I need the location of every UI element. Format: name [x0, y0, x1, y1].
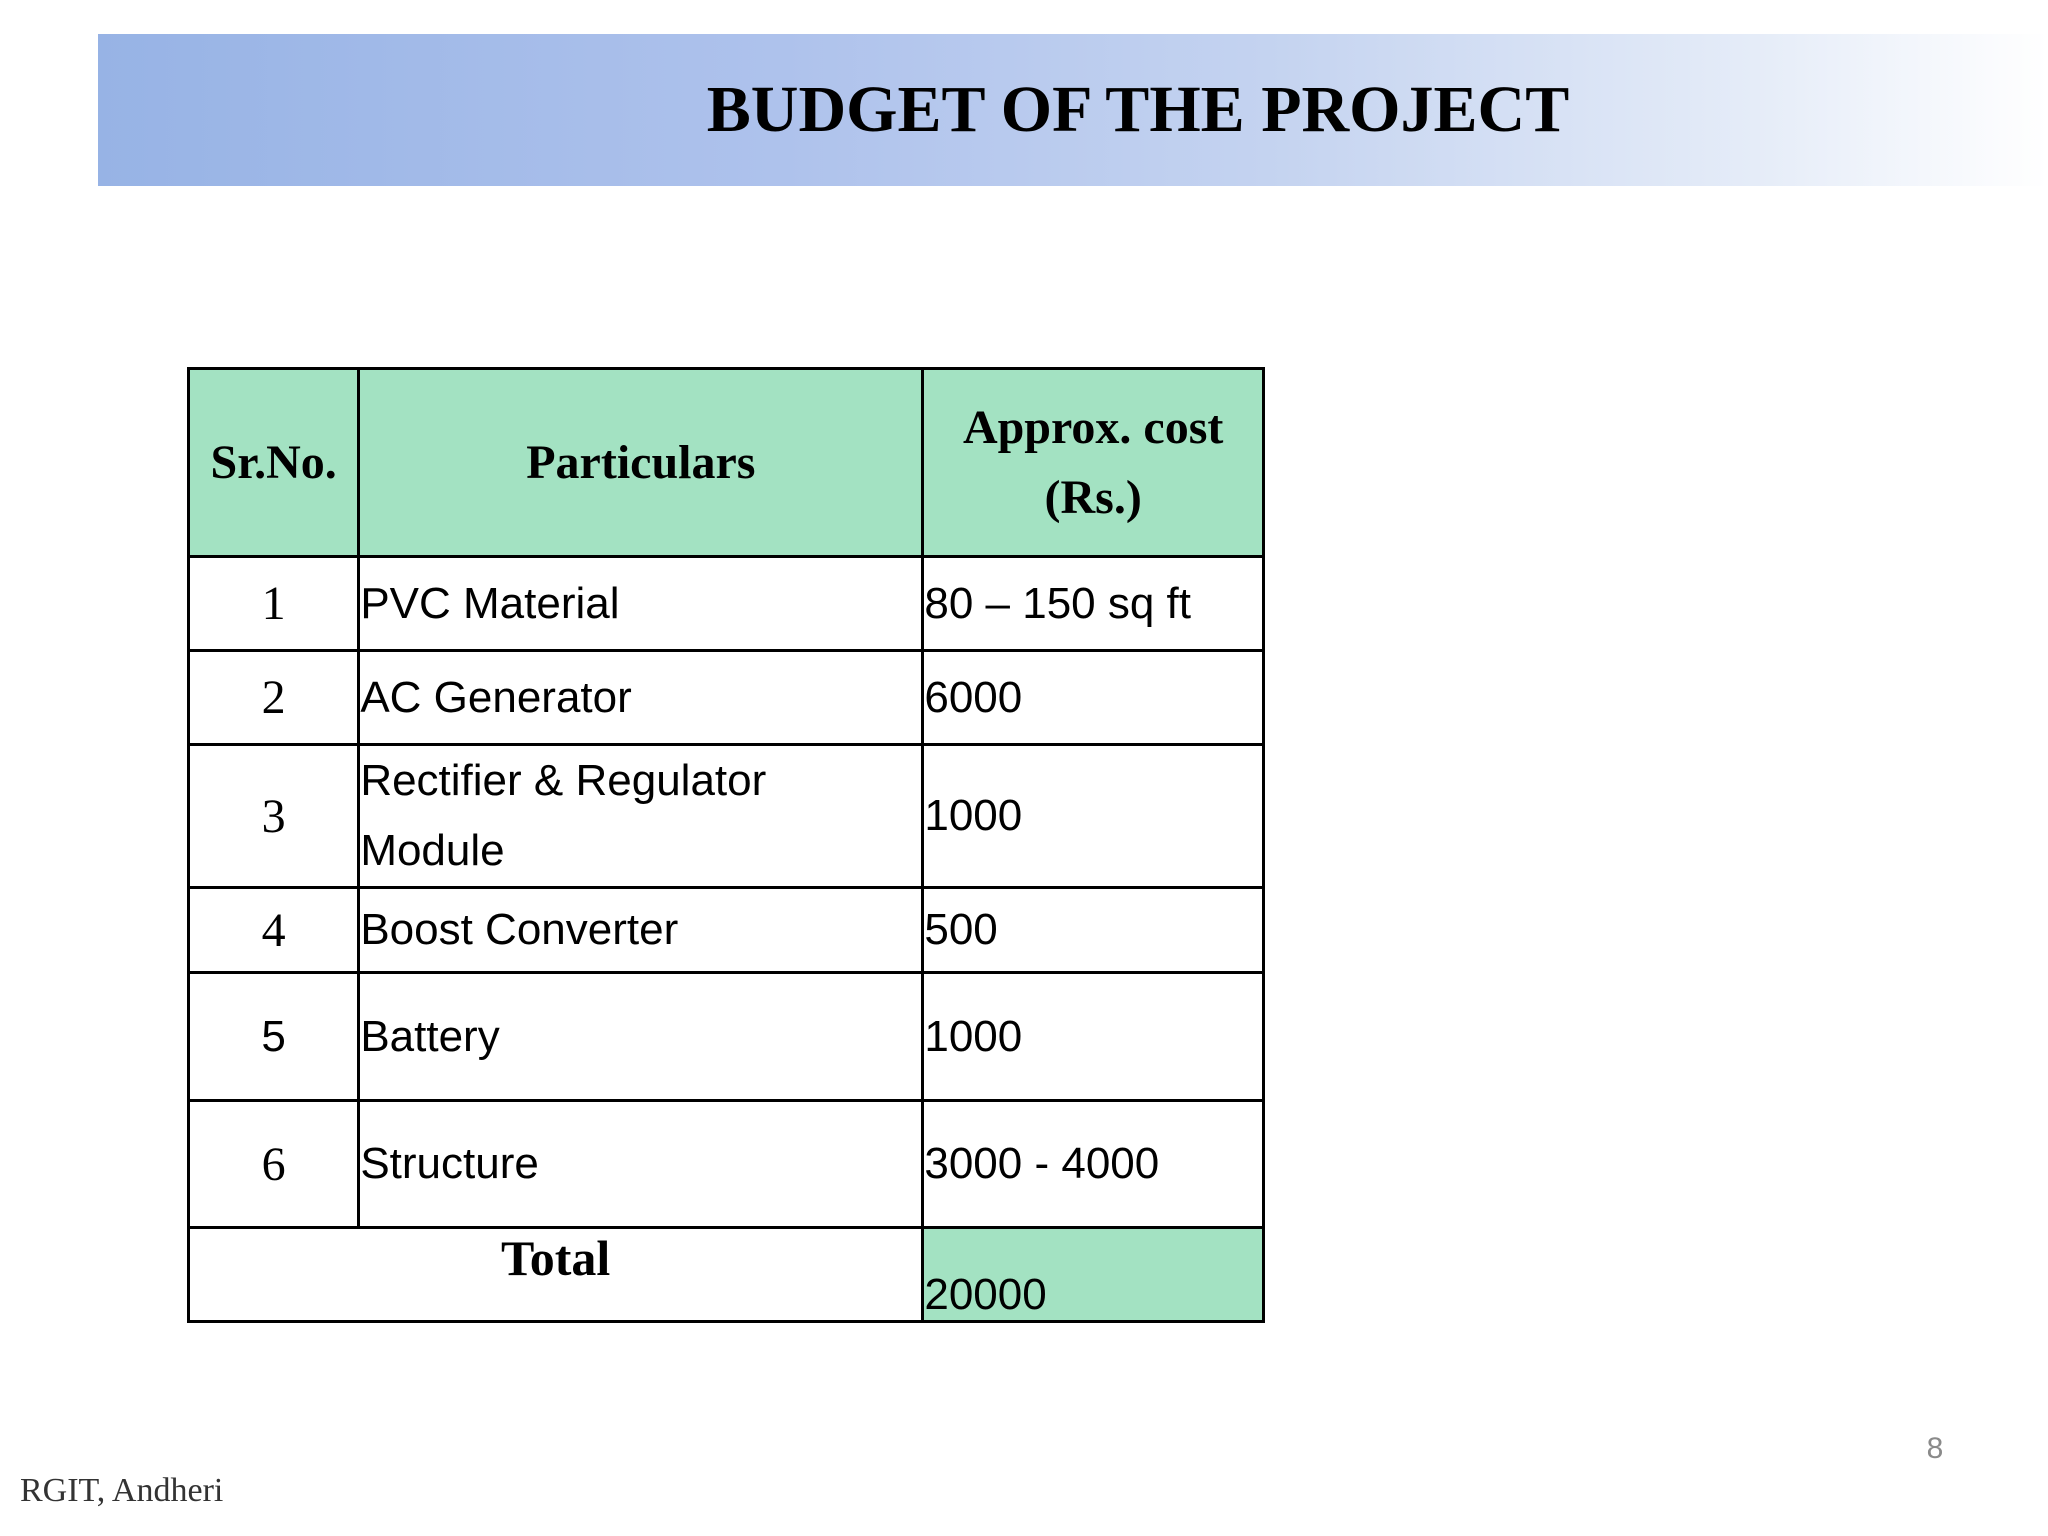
header-cost-line1: Approx. cost: [962, 400, 1224, 454]
row-sr-no: 2: [189, 651, 359, 745]
header-cost-line2: (Rs.): [1044, 470, 1142, 524]
header-approx-cost: [923, 369, 1264, 557]
row-particulars: Battery: [359, 973, 923, 1101]
row-particulars: [359, 745, 923, 888]
table-row: [189, 557, 1264, 651]
row-cost: 1000: [923, 973, 1264, 1101]
row-cost: 1000: [923, 745, 1264, 888]
slide-title: BUDGET OF THE PROJECT: [706, 73, 1570, 146]
row-particulars: AC Generator: [359, 651, 923, 745]
row-particulars-line1: Rectifier & Regulator: [360, 756, 767, 805]
row-particulars-line2: Module: [360, 826, 505, 875]
table-row: [189, 651, 1264, 745]
page-number: 8: [1926, 1432, 1944, 1465]
table-row: [189, 745, 1264, 888]
row-particulars: PVC Material: [359, 557, 923, 651]
row-sr-no: 5: [189, 973, 359, 1101]
table-header-row: [189, 369, 1264, 557]
table-row: [189, 973, 1264, 1101]
budget-table: [187, 367, 1265, 1323]
table-row: [189, 888, 1264, 973]
row-sr-no: 3: [189, 745, 359, 888]
header-sr-no: Sr.No.: [189, 369, 359, 557]
row-cost: 6000: [923, 651, 1264, 745]
row-sr-no: 4: [189, 888, 359, 973]
row-sr-no: 1: [189, 557, 359, 651]
row-particulars: Structure: [359, 1101, 923, 1228]
table-row: [189, 1101, 1264, 1228]
total-label: Total: [189, 1228, 923, 1322]
footer-institution: RGIT, Andheri: [20, 1472, 224, 1509]
row-particulars: Boost Converter: [359, 888, 923, 973]
row-cost: 500: [923, 888, 1264, 973]
total-value: 20000: [923, 1228, 1264, 1322]
title-banner: [98, 34, 2048, 186]
header-particulars: Particulars: [359, 369, 923, 557]
row-cost: 80 – 150 sq ft: [923, 557, 1264, 651]
row-cost: 3000 - 4000: [923, 1101, 1264, 1228]
total-row: [189, 1228, 1264, 1322]
row-sr-no: 6: [189, 1101, 359, 1228]
